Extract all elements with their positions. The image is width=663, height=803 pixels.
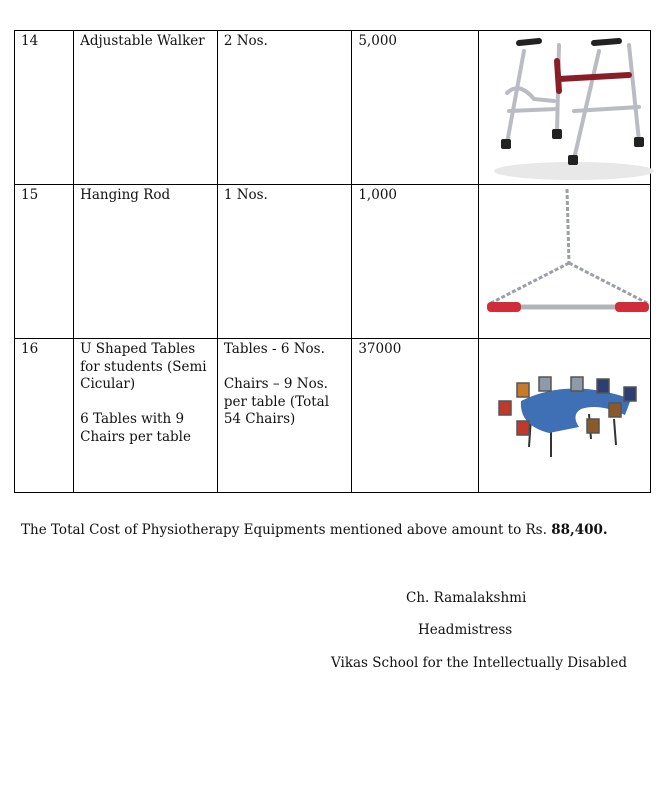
signatory-title: Headmistress [418, 622, 513, 638]
cost-cell: 1,000 [352, 185, 478, 339]
quantity-cell: 1 Nos. [217, 185, 352, 339]
serial-number-cell: 16 [15, 339, 74, 493]
serial-number-cell: 14 [15, 31, 74, 185]
image-cell [478, 339, 650, 493]
cost-cell: 37000 [352, 339, 478, 493]
serial-number-cell: 15 [15, 185, 74, 339]
u-shaped-tables-image [479, 339, 660, 491]
cost-cell: 5,000 [352, 31, 478, 185]
hanging-rod-image [479, 185, 660, 337]
walker-image [479, 31, 660, 183]
signatory-name: Ch. Ramalakshmi [406, 590, 527, 606]
table-row [15, 185, 651, 339]
table-row [15, 31, 651, 185]
school-name: Vikas School for the Intellectually Disabled [331, 655, 627, 671]
quantity-cell: Tables - 6 Nos. Chairs – 9 Nos. per table (Total 54 Chairs) [217, 339, 352, 493]
image-cell [478, 185, 650, 339]
item-name-cell: U Shaped Tables for students (Semi Cicular) 6 Tables with 9 Chairs per table [74, 339, 218, 493]
total-cost-statement [21, 522, 608, 538]
table-row [15, 339, 651, 493]
image-cell [478, 31, 650, 185]
item-name-cell: Adjustable Walker [74, 31, 218, 185]
quantity-cell: 2 Nos. [217, 31, 352, 185]
total-cost-text: The Total Cost of Physiotherapy Equipments mentioned above amount to Rs. [21, 522, 552, 538]
total-cost-amount: 88,400. [551, 522, 608, 538]
item-name-cell: Hanging Rod [74, 185, 218, 339]
equipment-table [14, 30, 651, 493]
